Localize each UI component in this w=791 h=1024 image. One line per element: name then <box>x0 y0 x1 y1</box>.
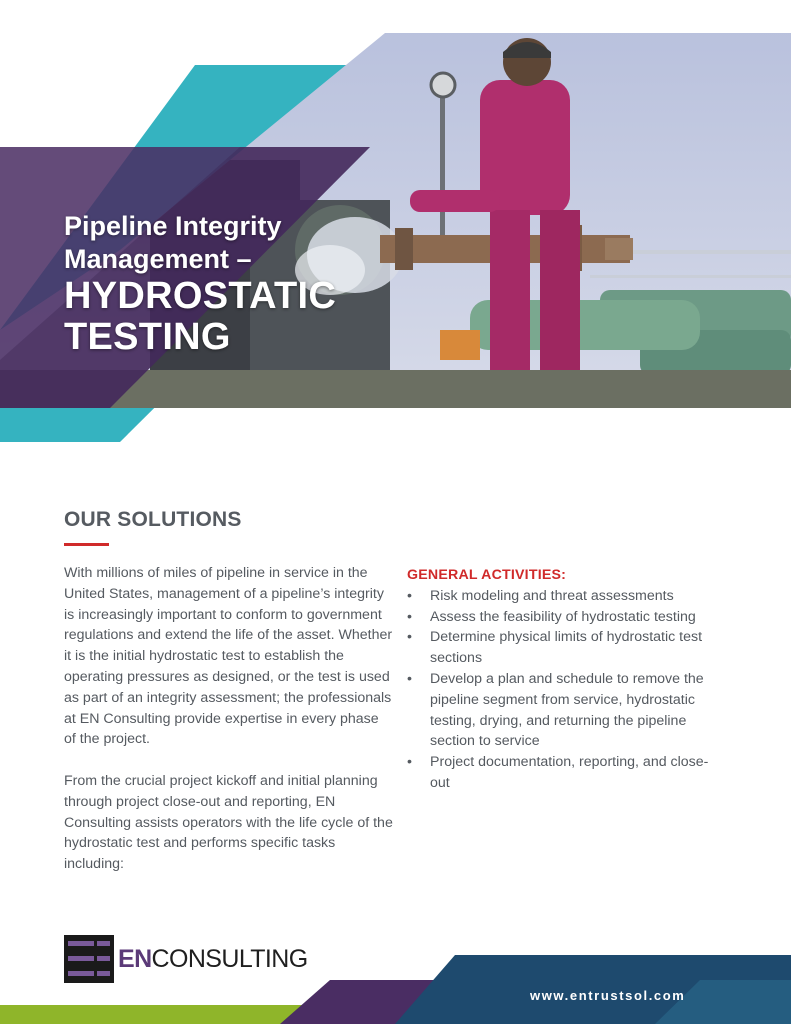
section-heading: OUR SOLUTIONS <box>64 508 242 531</box>
hero-title-line1: Pipeline Integrity <box>64 211 282 241</box>
list-item <box>407 669 727 752</box>
footer-band <box>0 955 791 1024</box>
solutions-body <box>64 563 394 896</box>
hero-title <box>64 210 394 358</box>
bullet-icon: • <box>407 608 412 625</box>
activities-title: GENERAL ACTIVITIES: <box>407 567 567 583</box>
list-item <box>407 627 727 669</box>
bullet-icon: • <box>407 629 412 646</box>
bullet-icon: • <box>407 754 412 771</box>
activity-text: Determine physical limits of hydrostatic test sections <box>430 629 703 667</box>
list-item <box>407 752 727 794</box>
logo-consulting: CONSULTING <box>151 945 308 973</box>
activities-section <box>407 565 727 794</box>
solutions-paragraph-1: With millions of miles of pipeline in service in the United States, management of a pipeline’s integrity is increasingly important to conform to government regulations and extend the life of the asset. Whether it is the initial hydrostatic test to establish the operating pressures as designed, or the test is used as part of an integrity assessment; the professionals at EN Consulting provide expertise in every phase of the project. <box>64 565 393 748</box>
heading-underline <box>64 543 109 546</box>
bullet-icon: • <box>407 670 412 687</box>
list-item <box>407 586 727 607</box>
bullet-icon: • <box>407 587 412 604</box>
website-url[interactable]: www.entrustsol.com <box>530 988 686 1003</box>
activity-text: Assess the feasibility of hydrostatic testing <box>430 608 696 625</box>
hero-title-big1: HYDROSTATIC <box>64 275 337 317</box>
solutions-paragraph-2: From the crucial project kickoff and initial planning through project close-out and reporting, EN Consulting assists operators with the life cycle of the hydrostatic test and performs specific tasks including: <box>64 772 393 873</box>
activities-list <box>407 586 727 794</box>
activity-text: Project documentation, reporting, and close-out <box>430 754 709 791</box>
logo-en: EN <box>118 945 152 973</box>
hero-title-line2: Management – <box>64 244 252 274</box>
activity-text: Risk modeling and threat assessments <box>430 587 674 604</box>
activity-text: Develop a plan and schedule to remove the pipeline segment from service, hydrostatic testing, drying, and returning the pipeline section to service <box>430 670 704 750</box>
hero-banner <box>0 0 791 445</box>
list-item <box>407 607 727 628</box>
hero-title-big2: TESTING <box>64 316 231 358</box>
